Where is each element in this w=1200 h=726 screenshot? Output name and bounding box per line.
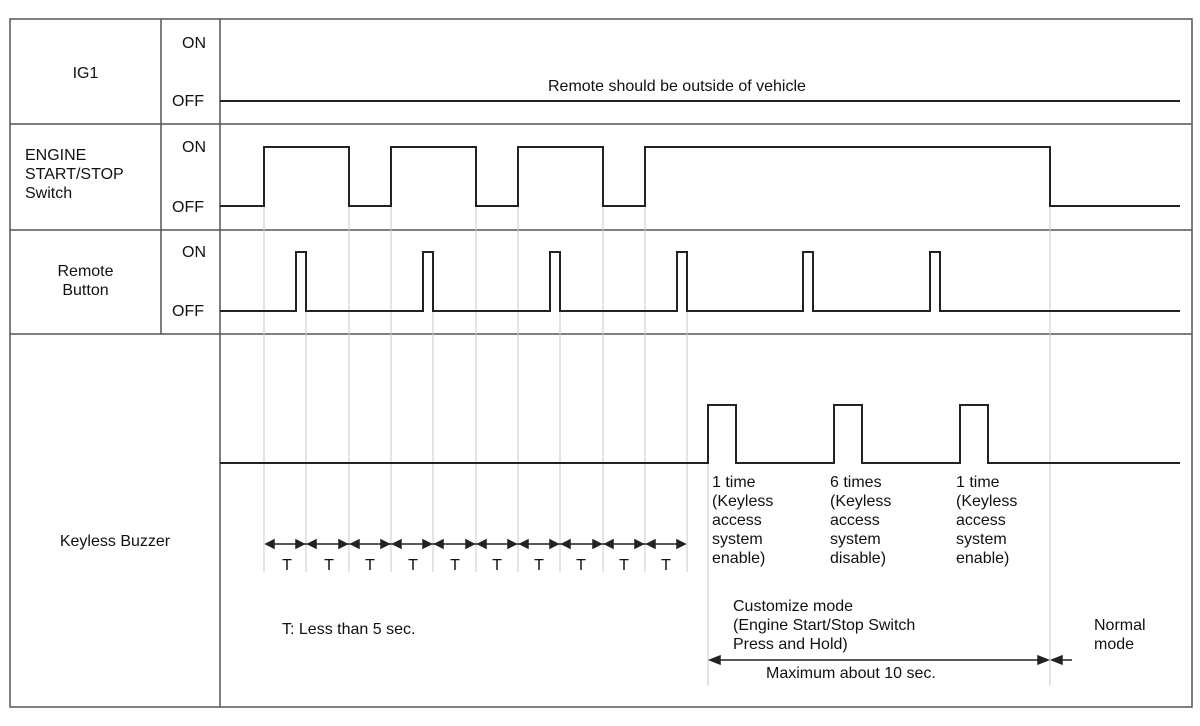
interval-label: T [450,557,460,574]
remote-outside-note: Remote should be outside of vehicle [548,78,806,95]
mode-arrows [710,656,1072,664]
buzzer-event-count: 1 time [956,474,1000,491]
engine-switch-waveform [220,147,1180,206]
interval-label: T [282,557,292,574]
buzzer-event-detail: (Keyless access system enable) [956,493,1018,567]
interval-label: T [408,557,418,574]
engine-off-label: OFF [172,199,204,216]
normal-mode-note: Normal mode [1094,617,1146,653]
remote-button-label: Remote Button [57,263,114,299]
max-duration-note: Maximum about 10 sec. [766,665,936,682]
interval-label: T [324,557,334,574]
interval-label: T [365,557,375,574]
remote-on-label: ON [182,244,206,261]
buzzer-event-count: 1 time [712,474,756,491]
interval-label: T [661,557,671,574]
keyless-buzzer-label: Keyless Buzzer [59,533,171,550]
interval-label: T [576,557,586,574]
remote-button-waveform [220,252,1180,311]
ig1-off-label: OFF [172,93,204,110]
ig1-on-label: ON [182,35,206,52]
remote-off-label: OFF [172,303,204,320]
buzzer-event-count: 6 times [830,474,882,491]
buzzer-event-detail: (Keyless access system enable) [712,493,774,567]
engine-switch-label: ENGINE START/STOP Switch [25,147,124,202]
interval-label: T [534,557,544,574]
interval-definition: T: Less than 5 sec. [282,621,416,638]
interval-label: T [492,557,502,574]
timing-guides [264,147,1050,686]
table-grid [10,19,1192,707]
ig1-label: IG1 [72,65,99,82]
interval-label: T [619,557,629,574]
keyless-buzzer-waveform [220,405,1180,463]
buzzer-event-detail: (Keyless access system disable) [830,493,892,567]
customize-mode-note: Customize mode (Engine Start/Stop Switch Press and Hold) [733,598,916,653]
engine-on-label: ON [182,139,206,156]
